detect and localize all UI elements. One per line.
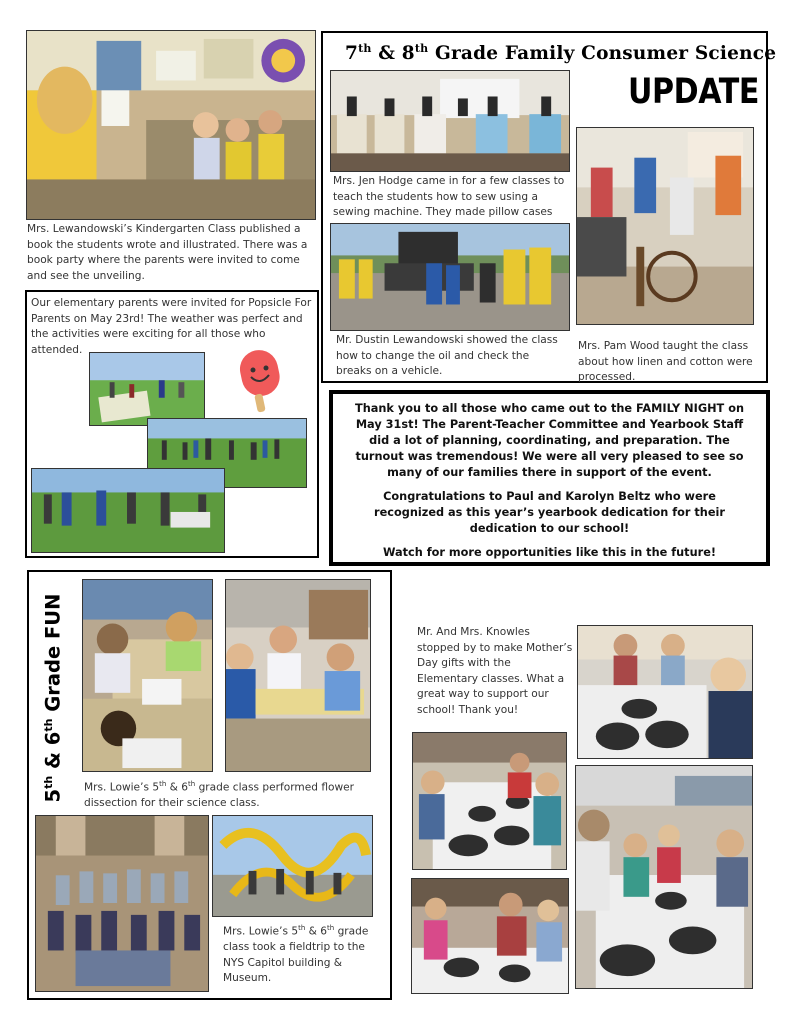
family-night-paragraph-1: Thank you to all those who came out to the FAMILY NIGHT on May 31st! The Parent-Teacher Committee and Yearbook Staff did a lot of planning, coordinating, and preparation. The turnout was tremendous! We were all very pleased to see so many of our families there in support of the event. <box>355 402 744 479</box>
grade56-fieldtrip-photo-2 <box>212 815 373 917</box>
kindergarten-photo <box>26 30 316 220</box>
fcs-linen-photo <box>576 127 754 325</box>
fcs-car-caption: Mr. Dustin Lewandowski showed the class how to change the oil and check the breaks on a vehicle. <box>336 334 558 377</box>
family-night-paragraph-2: Congratulations to Paul and Karolyn Beltz who were recognized as this year’s yearbook dedication for their dedication to our school! <box>374 490 725 535</box>
popsicle-caption: Our elementary parents were invited for Popsicle For Parents on May 23rd! The weather was perfect and the activities were exciting for all those who attended. <box>31 297 312 356</box>
grade56-fieldtrip-caption: Mrs. Lowie’s 5th & 6th grade class took a fieldtrip to the NYS Capitol building & Museum. <box>223 924 369 985</box>
grade56-dissection-caption: Mrs. Lowie’s 5th & 6th grade class performed flower dissection for their science class. <box>84 780 355 810</box>
fcs-update-title: UPDATE <box>628 72 759 112</box>
grade56-dissection-photo-1 <box>82 579 213 772</box>
family-night-notice <box>329 390 770 566</box>
knowles-photo-2 <box>412 732 567 870</box>
kindergarten-caption: Mrs. Lewandowski’s Kindergarten Class published a book the students wrote and illustrated. There was a book party where the parents were invited to come and see the unveiling. <box>27 223 308 282</box>
grade56-dissection-photo-2 <box>225 579 371 772</box>
popsicle-icon <box>232 346 288 416</box>
knowles-photo-4 <box>411 878 569 994</box>
fcs-title: 7th & 8th Grade Family Consumer Science <box>345 42 777 65</box>
knowles-photo-3 <box>575 765 753 989</box>
family-night-paragraph-3: Watch for more opportunities like this in the future! <box>382 546 717 559</box>
knowles-caption: Mr. And Mrs. Knowles stopped by to make Mother’s Day gifts with the Elementary classes. What a great way to support our school! Thank you! <box>417 626 573 716</box>
knowles-photo-1 <box>577 625 753 759</box>
fcs-linen-caption: Mrs. Pam Wood taught the class about how linen and cotton were processed. <box>578 340 753 383</box>
fcs-car-photo <box>330 223 570 331</box>
popsicle-photo-1 <box>89 352 205 426</box>
popsicle-photo-3 <box>31 468 225 553</box>
fcs-sewing-photo <box>330 70 570 172</box>
fcs-sewing-caption: Mrs. Jen Hodge came in for a few classes to teach the students how to sew using a sewing machine. They made pillow cases <box>333 175 565 218</box>
grade56-fieldtrip-photo-1 <box>35 815 209 992</box>
grade56-title: 5th & 6th Grade FUN <box>41 593 65 802</box>
